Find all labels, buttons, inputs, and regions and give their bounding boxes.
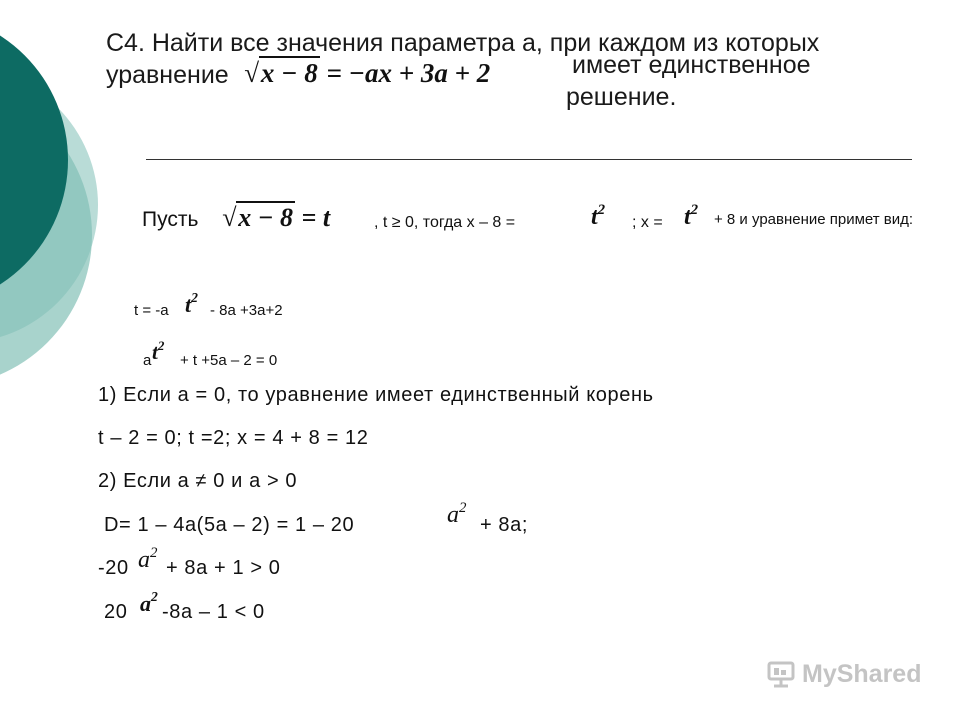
condition-text: , t ≥ 0, тогда х – 8 = (374, 214, 516, 231)
t-base-4: t (152, 340, 158, 364)
a-base-1: a (447, 502, 459, 528)
line-case-1: 1) Если а = 0, то уравнение имеет единственный корень (98, 384, 654, 406)
equation-rhs: = −ax + 3a + 2 (326, 58, 491, 88)
substitution-rhs: = t (301, 203, 331, 232)
separator-line (146, 159, 912, 160)
exponent-2: 2 (690, 201, 699, 218)
line-inequality-2-a-squared (140, 591, 158, 617)
line-inequality-1-a-squared (138, 544, 158, 574)
task-equation (244, 58, 490, 89)
watermark (766, 656, 921, 692)
radicand: x − 8 (260, 58, 318, 88)
substitution-equation (222, 203, 330, 233)
t-base-2: t (684, 204, 691, 230)
exponent-4: 2 (157, 337, 165, 353)
t-base: t (591, 204, 598, 230)
step-eq1-left: t = -a (134, 302, 169, 319)
x-equals-text: ; х = (632, 214, 663, 231)
exponent-6: 2 (150, 544, 158, 561)
line-inequality-2-left: 20 (104, 601, 128, 623)
step-eq1-right: - 8a +3a+2 (210, 302, 283, 319)
step-eq2-a: a (143, 352, 152, 369)
radicand-2: x − 8 (238, 203, 294, 232)
exponent-5: 2 (459, 499, 467, 516)
step-eq1-t-squared (185, 292, 198, 318)
exponent-7: 2 (151, 589, 158, 605)
presentation-board-icon (766, 659, 796, 689)
t-squared-2 (684, 201, 699, 231)
a-base-3: a (140, 591, 151, 616)
exponent-3: 2 (191, 290, 198, 306)
let-word: Пусть (142, 208, 199, 231)
line-discriminant-right: + 8а; (480, 514, 529, 536)
watermark-brand: MyShared (802, 659, 922, 688)
decorative-circles (0, 0, 120, 420)
step-eq2-right: + t +5a – 2 = 0 (180, 352, 278, 369)
line-discriminant-a-squared (447, 499, 467, 529)
line-inequality-1-left: -20 (98, 557, 129, 579)
line-inequality-2-right: -8а – 1 < 0 (162, 601, 265, 623)
line-inequality-1-right: + 8а + 1 > 0 (166, 557, 281, 579)
line-case-2: 2) Если а ≠ 0 и а > 0 (98, 470, 298, 492)
line-solve-1: t – 2 = 0; t =2; х = 4 + 8 = 12 (98, 427, 369, 449)
exponent: 2 (597, 201, 606, 218)
tail-text: + 8 и уравнение примет вид: (714, 211, 914, 228)
task-title-line1: С4. Найти все значения параметра а, при каждом из которых (106, 29, 820, 57)
t-base-3: t (185, 292, 192, 317)
sqrt-expression-2: √x − 8 (222, 203, 294, 232)
step-eq2-t-squared (152, 337, 165, 365)
sqrt-expression: √x − 8 (244, 58, 318, 88)
task-title-line3: решение. (566, 83, 677, 111)
task-title-line2-suffix: имеет единственное (572, 51, 811, 79)
a-base-2: a (138, 547, 150, 573)
t-squared-1 (591, 201, 606, 231)
line-discriminant-left: D= 1 – 4а(5а – 2) = 1 – 20 (104, 514, 355, 536)
task-title-line2-prefix: уравнение (106, 61, 229, 89)
